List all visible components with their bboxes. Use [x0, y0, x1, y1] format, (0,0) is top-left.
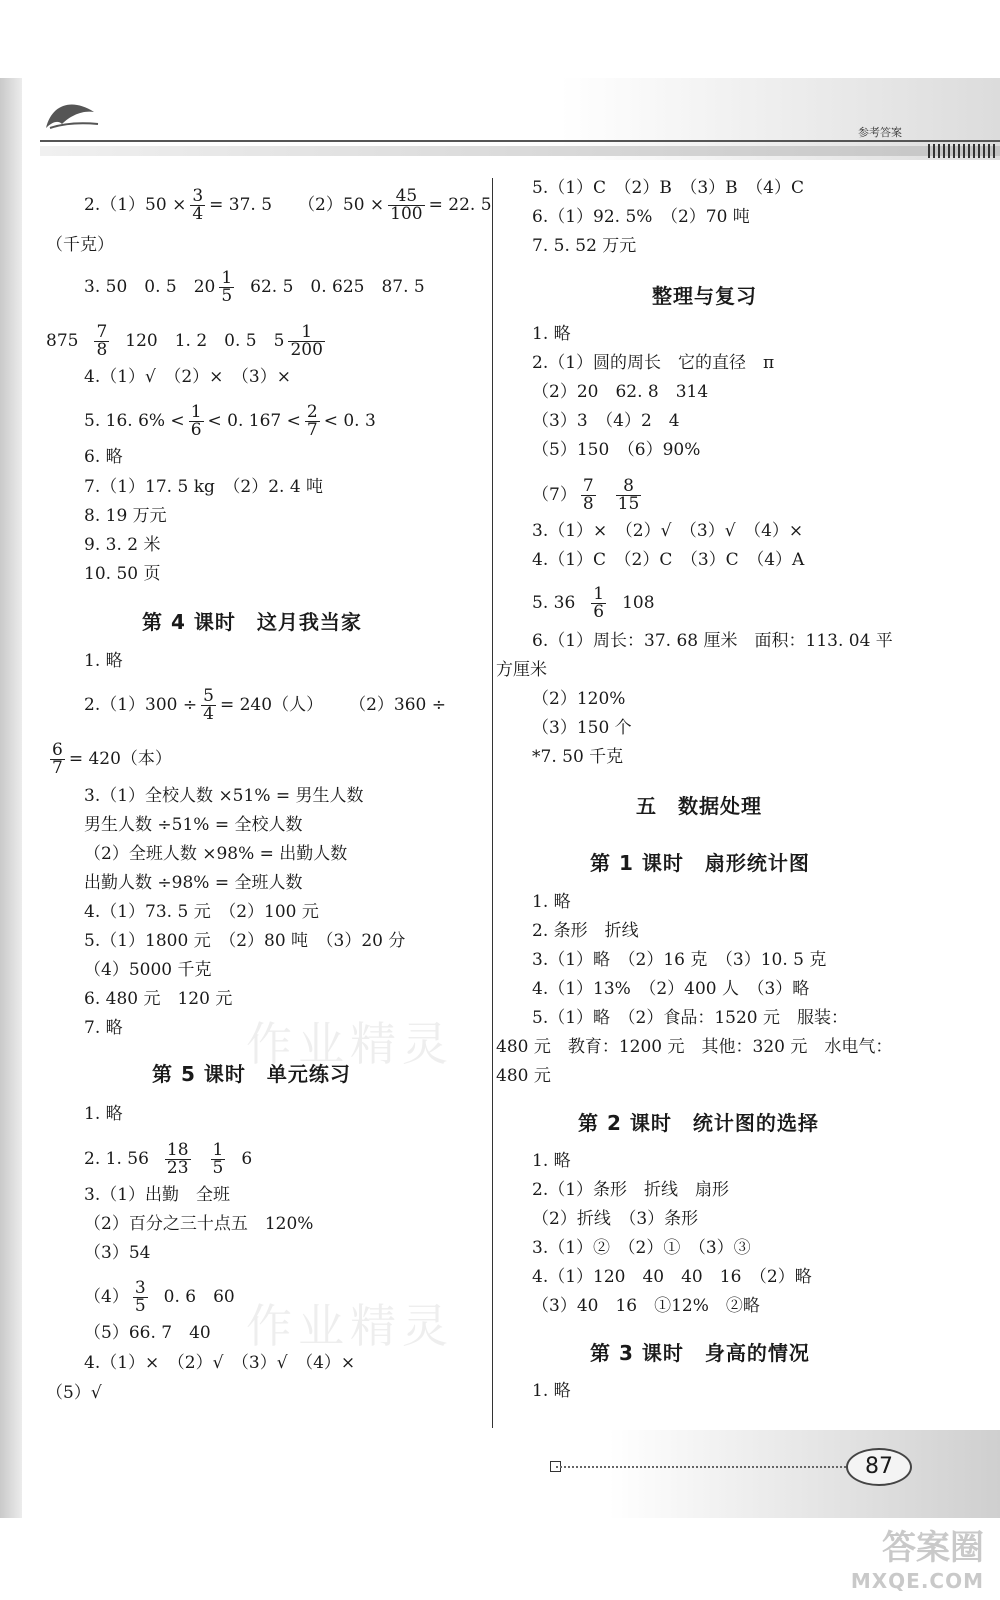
answer-line: 7.（1）17. 5 kg （2）2. 4 吨	[84, 477, 324, 497]
section-heading: 第 5 课时 单元练习	[152, 1062, 351, 1086]
answer-line: 9. 3. 2 米	[84, 535, 161, 555]
header-barcode-decoration	[928, 144, 996, 158]
answer-line: 1. 略	[532, 324, 571, 344]
answer-line: 3.（1）② （2）① （3）③	[532, 1238, 751, 1258]
answer-line: 2. 1. 56 $\frac{18}{23}$ $\frac{1}{5}$ 6	[84, 1140, 253, 1178]
answer-line: （2）百分之三十点五 120%	[84, 1214, 314, 1234]
header-title: 参考答案	[858, 126, 902, 139]
answer-line: （3）40 16 ①12% ②略	[532, 1296, 760, 1316]
answer-line: 3.（1）全校人数 ×51% = 男生人数	[84, 786, 364, 806]
answer-line: 出勤人数 ÷98% = 全班人数	[84, 873, 303, 893]
site-stamp-logo	[834, 1520, 984, 1593]
answer-line: 男生人数 ÷51% = 全校人数	[84, 815, 303, 835]
stamp-url: MXQE.COM	[850, 1569, 984, 1593]
answer-line: 1. 略	[532, 1381, 571, 1401]
scan-margin-top	[0, 0, 1000, 78]
answer-line: （3）3 （4）2 4	[532, 411, 680, 431]
answer-line: （3）150 个	[532, 718, 632, 738]
answer-line: （千克）	[46, 235, 114, 255]
answer-line: 1. 略	[84, 651, 123, 671]
answer-line: 4.（1）C （2）C （3）C （4）A	[532, 550, 805, 570]
answer-line: （5）150 （6）90%	[532, 440, 701, 460]
section-heading: 第 3 课时 身高的情况	[590, 1341, 810, 1365]
answer-line: 480 元	[496, 1066, 551, 1086]
answer-line: 8. 19 万元	[84, 506, 167, 526]
answer-line: 1. 略	[84, 1104, 123, 1124]
section-heading: 整理与复习	[652, 284, 757, 308]
answer-line: （2）20 62. 8 314	[532, 382, 709, 402]
answer-line: （3）54	[84, 1243, 151, 1263]
answer-line: 4.（1）13% （2）400 人 （3）略	[532, 979, 810, 999]
answer-line: 4.（1）× （2）√ （3）√ （4）×	[84, 1353, 356, 1373]
answer-line: 875 $\frac{7}{8}$ 120 1. 2 0. 5 5 $\frac{1}{200}$	[46, 322, 323, 360]
answer-line: $\frac{6}{7}$ = 420（本）	[52, 740, 172, 778]
answer-line: 4.（1）√ （2）× （3）×	[84, 367, 291, 387]
section-heading: 五 数据处理	[636, 794, 762, 818]
page-number: 87	[846, 1448, 912, 1486]
section-heading: 第 1 课时 扇形统计图	[590, 851, 810, 875]
answer-line: 7. 5. 52 万元	[532, 236, 637, 256]
watermark: 作业精灵	[246, 1299, 454, 1353]
answer-line: （5）√	[46, 1383, 102, 1403]
answer-line: 5. 16. 6% < $\frac{1}{6}$ < 0. 167 < $\frac{2}{7}$ < 0. 3	[84, 402, 376, 440]
answer-line: 3.（1）略 （2）16 克 （3）10. 5 克	[532, 950, 827, 970]
answer-line: （4） $\frac{3}{5}$ 0. 6 60	[84, 1278, 235, 1316]
header-gradient-bar	[40, 146, 1000, 156]
section-heading: 第 2 课时 统计图的选择	[578, 1111, 819, 1135]
answer-line: 1. 略	[532, 892, 571, 912]
answer-line: （7） $\frac{7}{8}$ $\frac{8}{15}$	[532, 476, 640, 514]
stamp-title: 答案圈	[882, 1528, 984, 1568]
answer-line: 2.（1）条形 折线 扇形	[532, 1180, 730, 1200]
answer-line: 5.（1）略 （2）食品：1520 元 服装：	[532, 1008, 849, 1028]
answer-line: *7. 50 千克	[532, 747, 624, 767]
answer-line: 方厘米	[496, 660, 547, 680]
answer-line: 4.（1）73. 5 元 （2）100 元	[84, 902, 319, 922]
answer-line: 3.（1）× （2）√ （3）√ （4）×	[532, 521, 804, 541]
column-divider	[492, 178, 493, 1428]
answer-line: （4）5000 千克	[84, 960, 212, 980]
answer-line: 480 元 教育：1200 元 其他：320 元 水电气：	[496, 1037, 893, 1057]
answer-line: 10. 50 页	[84, 564, 161, 584]
answer-line: 6.（1）92. 5% （2）70 吨	[532, 207, 750, 227]
footer-dotted-line	[556, 1466, 846, 1468]
section-heading: 第 4 课时 这月我当家	[142, 610, 362, 634]
answer-line: 3. 50 0. 5 20 $\frac{1}{5}$ 62. 5 0. 625 87. 5	[84, 268, 425, 306]
leaf-logo-icon	[42, 94, 102, 134]
answer-line: （5）66. 7 40	[84, 1323, 211, 1343]
answer-line: 2.（1）50 × $\frac{3}{4}$ = 37. 5 （2）50 × $\frac{45}{100}$ = 22. 5	[84, 186, 492, 224]
answer-line: 2.（1）圆的周长 它的直径 π	[532, 353, 775, 373]
answer-line: 7. 略	[84, 1018, 123, 1038]
answer-line: （2）120%	[532, 689, 626, 709]
answer-line: 2.（1）300 ÷ $\frac{5}{4}$ = 240（人） （2）360 ÷	[84, 686, 446, 724]
watermark: 作业精灵	[246, 1017, 454, 1071]
answer-line: 5.（1）C （2）B （3）B （4）C	[532, 178, 804, 198]
answer-line: 1. 略	[532, 1151, 571, 1171]
answer-line: 4.（1）120 40 40 16 （2）略	[532, 1267, 812, 1287]
answer-line: 5.（1）1800 元 （2）80 吨 （3）20 分	[84, 931, 406, 951]
header-rule	[40, 140, 1000, 142]
answer-line: （2）折线 （3）条形	[532, 1209, 699, 1229]
answer-line: （2）全班人数 ×98% = 出勤人数	[84, 844, 348, 864]
answer-line: 5. 36 $\frac{1}{6}$ 108	[532, 584, 655, 622]
answer-line: 6. 略	[84, 447, 123, 467]
answer-line: 6.（1）周长：37. 68 厘米 面积：113. 04 平	[532, 631, 893, 651]
answer-line: 3.（1）出勤 全班	[84, 1185, 231, 1205]
answer-line: 6. 480 元 120 元	[84, 989, 233, 1009]
answer-line: 2. 条形 折线	[532, 921, 639, 941]
page-spine-shadow	[0, 78, 22, 1518]
